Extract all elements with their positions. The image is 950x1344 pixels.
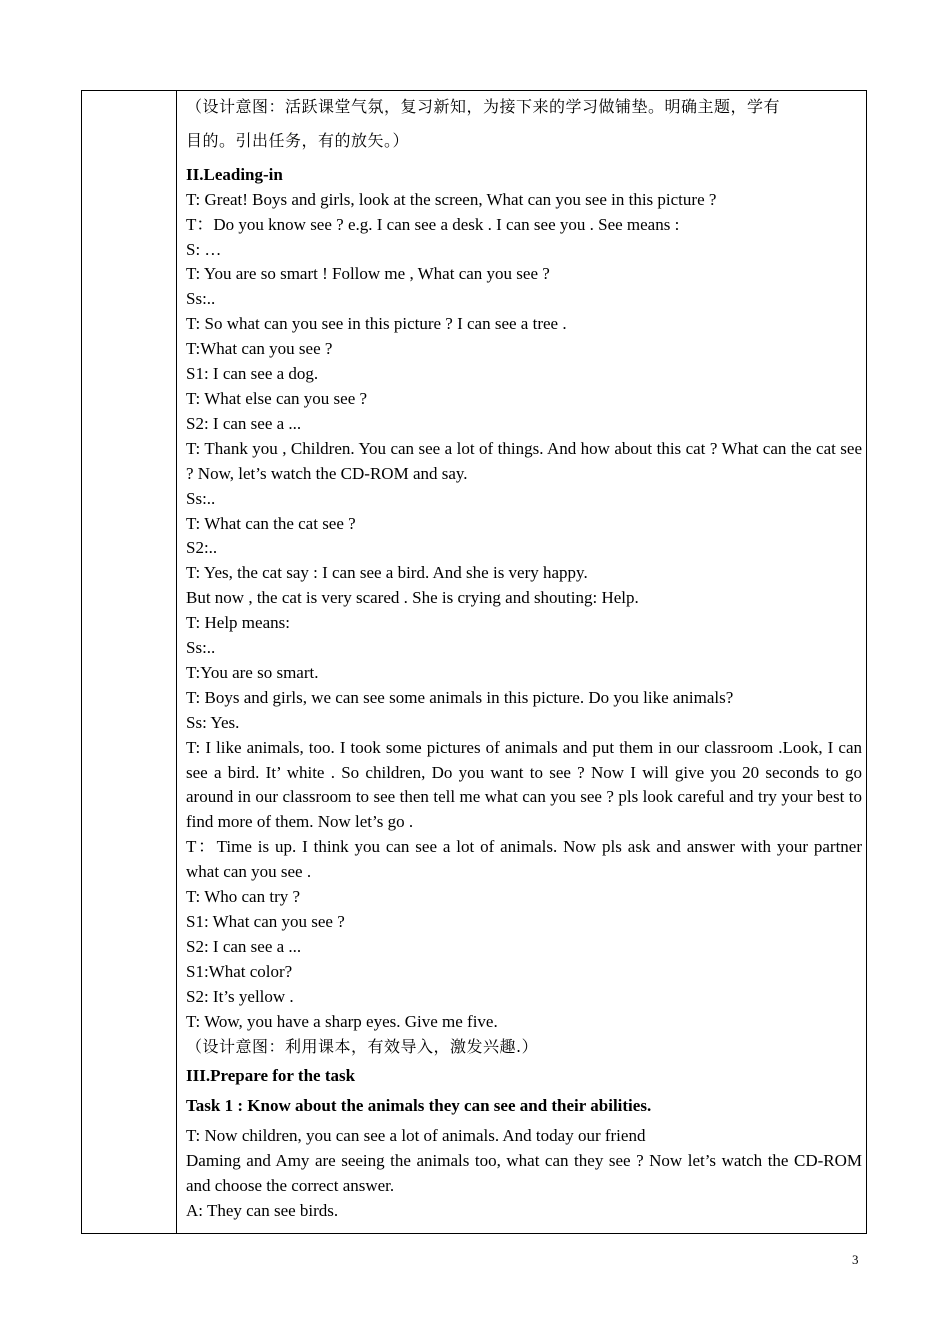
design-intent-note: （设计意图：利用课本，有效导入，激发兴趣.） <box>186 1036 539 1056</box>
section-heading: III.Prepare for the task <box>186 1066 356 1086</box>
dialogue-line: T：Do you know see ? e.g. I can see a desk . I can see you . See means : <box>186 214 680 234</box>
dialogue-line: T: Boys and girls, we can see some animals in this picture. Do you like animals? <box>186 687 734 707</box>
lesson-table <box>81 90 867 1234</box>
dialogue-line: T: Wow, you have a sharp eyes. Give me five. <box>186 1011 498 1031</box>
dialogue-line: S2: It’s yellow . <box>186 986 294 1006</box>
dialogue-line: T: What else can you see ? <box>186 388 368 408</box>
dialogue-line: S: … <box>186 239 222 259</box>
design-intent-note: （设计意图：活跃课堂气氛，复习新知，为接下来的学习做铺垫。明确主题，学有 <box>186 97 781 116</box>
dialogue-line: But now , the cat is very scared . She is crying and shouting: Help. <box>186 588 639 608</box>
dialogue-line: T:You are so smart. <box>186 662 319 682</box>
dialogue-line: S2:.. <box>186 538 218 558</box>
dialogue-line: T: So what can you see in this picture ? I can see a tree . <box>186 314 567 334</box>
dialogue-line: Ss:.. <box>186 638 216 658</box>
task-heading: Task 1 : Know about the animals they can see and their abilities. <box>186 1096 652 1116</box>
dialogue-line: S2: I can see a ... <box>186 413 302 433</box>
dialogue-line: A: They can see birds. <box>186 1200 339 1220</box>
dialogue-line: S1: What can you see ? <box>186 912 345 931</box>
dialogue-line: Daming and Amy are seeing the animals too, what can they see ? Now let’s watch the CD-ROM and choose the correct answer. <box>186 1151 862 1196</box>
dialogue-line: T: What can the cat see ? <box>186 513 356 533</box>
dialogue-line: S1:What color? <box>186 961 293 981</box>
dialogue-line: T: Great! Boys and girls, look at the screen, What can you see in this picture ? <box>186 189 717 209</box>
dialogue-line: Ss:.. <box>186 488 216 508</box>
dialogue-line: T: Yes, the cat say : I can see a bird. And she is very happy. <box>186 563 588 583</box>
dialogue-line: T: Now children, you can see a lot of animals. And today our friend <box>186 1126 646 1146</box>
dialogue-line: T:What can you see ? <box>186 339 333 359</box>
dialogue-line: T: You are so smart ! Follow me , What can you see ? <box>186 264 550 284</box>
dialogue-line: T：Time is up. I think you can see a lot of animals. Now pls ask and answer with your partner what can you see . <box>186 837 862 882</box>
lesson-content <box>186 95 862 1224</box>
dialogue-line: S1: I can see a dog. <box>186 364 319 384</box>
section-heading: II.Leading-in <box>186 164 283 184</box>
dialogue-line: S2: I can see a ... <box>186 936 302 956</box>
dialogue-line: Ss: Yes. <box>186 712 240 732</box>
dialogue-line: T: I like animals, too. I took some pictures of animals and put them in our classroom .Look, I can see a bird. It’ white . So children, Do you want to see ? Now I will give you 20 seconds to go around in our classroom to see then tell me what can you see ? pls look careful and try your best to find more of them. Now let’s go . <box>186 737 862 832</box>
page-number: 3 <box>852 1252 859 1267</box>
dialogue-line: T: Help means: <box>186 613 290 633</box>
dialogue-line: Ss:.. <box>186 289 216 309</box>
dialogue-line: T: Who can try ? <box>186 887 301 907</box>
table-left-column <box>82 91 177 1233</box>
dialogue-line: T: Thank you , Children. You can see a lot of things. And how about this cat ? What can the cat see ? Now, let’s watch the CD-ROM and say. <box>186 438 862 483</box>
design-intent-note: 目的。引出任务，有的放矢。） <box>186 130 410 150</box>
